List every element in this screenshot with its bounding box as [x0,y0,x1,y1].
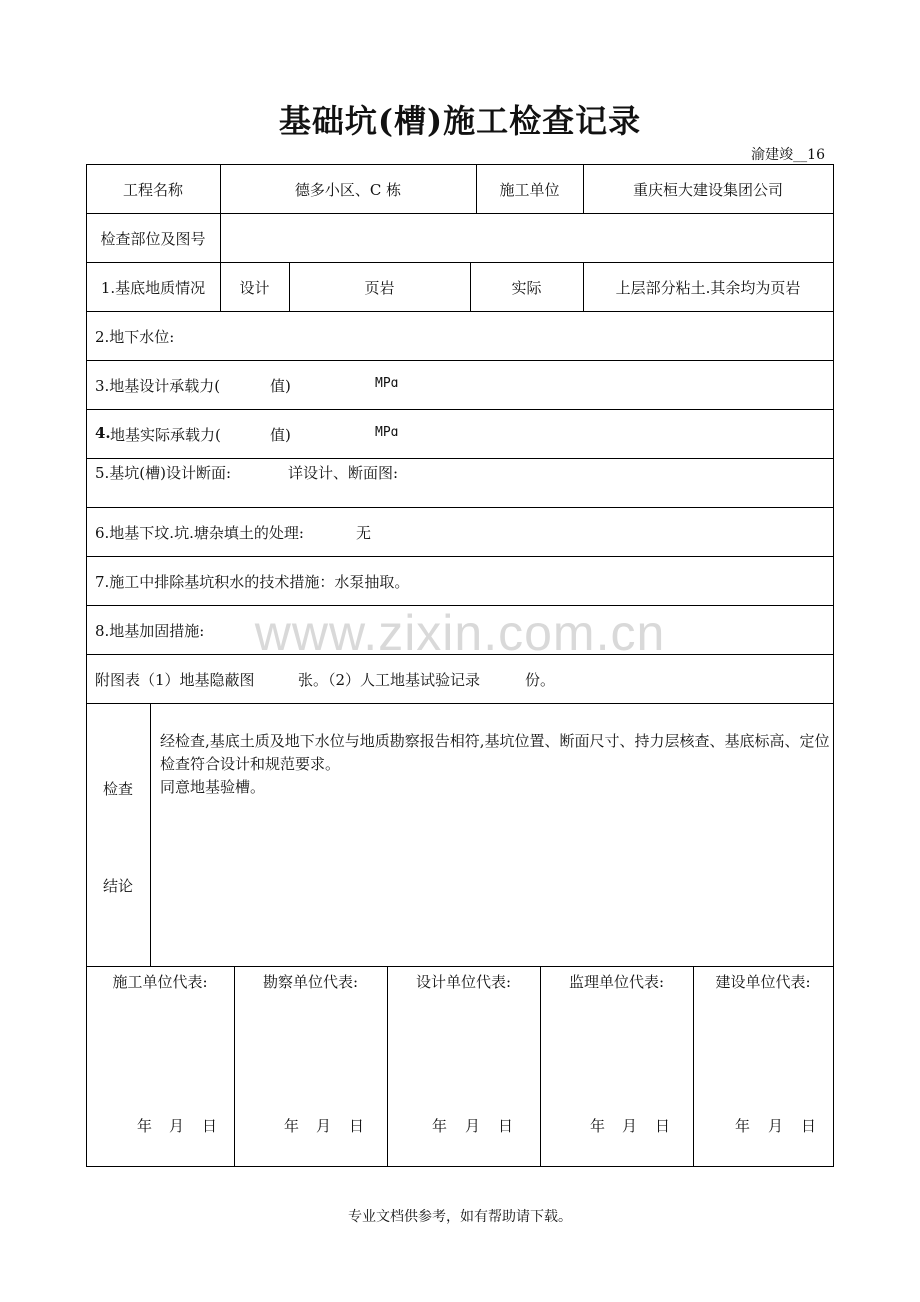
design-bearing-capacity-value-label: 值) [270,377,291,395]
table-rule [86,311,834,312]
table-border-left [86,164,87,1167]
construction-unit-label: 施工单位 [499,181,560,199]
signature-month: 月 [768,1117,784,1135]
signature-role: 施工单位代表: [112,973,208,991]
groundwater-level-label: 2.地下水位: [95,328,175,346]
reinforcement-measures-label: 8.地基加固措施: [95,622,205,640]
table-rule [86,213,834,214]
actual-bearing-capacity-value-label: 值) [270,426,291,444]
page-footer: 专业文档供参考，如有帮助请下载。 [348,1209,572,1225]
signature-month: 月 [316,1117,332,1135]
signature-day: 日 [349,1117,365,1135]
table-divider [693,966,694,1166]
table-divider [234,966,235,1166]
actual-value: 上层部分粘土.其余均为页岩 [615,279,801,297]
table-rule [86,262,834,263]
fill-treatment-label: 6.地基下坟.坑.塘杂填土的处理: [95,524,304,542]
actual-bearing-capacity-unit: MPɑ [375,425,399,440]
signature-year: 年 [137,1117,153,1135]
table-rule [86,507,834,508]
signature-year: 年 [735,1117,751,1135]
watermark-text: www.zixin.com.cn [254,605,666,661]
signature-role: 监理单位代表: [568,973,665,991]
signature-role: 勘察单位代表: [262,973,359,991]
design-label: 设计 [239,279,270,297]
signature-day: 日 [801,1117,817,1135]
design-bearing-capacity-label: 3.地基设计承载力( [95,377,221,395]
signature-day: 日 [655,1117,671,1135]
actual-label: 实际 [511,279,542,297]
drainage-measures-text: 7.施工中排除基坑积水的技术措施：水泵抽取。 [95,573,410,591]
table-rule [86,966,834,967]
table-border-right [833,164,834,1167]
signature-month: 月 [465,1117,481,1135]
attachments-part1: 附图表（1）地基隐蔽图 [95,671,255,689]
attachments-part2: 张。（2）人工地基试验记录 [298,671,481,689]
conclusion-text-line1: 经检查,基底土质及地下水位与地质勘察报告相符,基坑位置、断面尺寸、持力层核查、基底标高、定位检查符合设计和规范要求。 [160,732,830,773]
document-number: 渝建竣__16 [751,147,825,163]
table-rule [86,556,834,557]
table-divider [387,966,388,1166]
conclusion-text-line2: 同意地基验槽。 [160,778,266,796]
table-rule [86,360,834,361]
table-divider [540,966,541,1166]
signature-year: 年 [590,1117,606,1135]
conclusion-label-top: 检查 [102,780,133,798]
attachments-part3: 份。 [525,671,556,689]
signature-year: 年 [432,1117,448,1135]
signature-role: 设计单位代表: [415,973,512,991]
actual-bearing-capacity-label: 地基实际承载力( [110,426,221,444]
project-name-value: 德多小区、C 栋 [294,181,402,199]
actual-bearing-capacity-number: 4. [95,424,111,442]
page-title: 基础坑(槽)施工检查记录 [278,102,642,140]
table-rule [86,605,834,606]
table-rule [86,164,834,165]
table-rule [86,1166,834,1167]
table-divider [150,703,151,966]
pit-design-section-label: 5.基坑(槽)设计断面: [95,464,232,482]
conclusion-text [160,730,832,799]
table-rule [86,458,834,459]
signature-day: 日 [202,1117,218,1135]
signature-day: 日 [498,1117,514,1135]
signature-year: 年 [284,1117,300,1135]
signature-role: 建设单位代表: [715,973,811,991]
inspection-location-label: 检查部位及图号 [100,230,206,248]
project-name-label: 工程名称 [122,181,183,199]
table-rule [86,703,834,704]
design-value: 页岩 [364,279,395,297]
pit-design-section-value: 详设计、断面图: [288,464,399,482]
geology-label: 1.基底地质情况 [100,279,206,297]
construction-unit-value: 重庆桓大建设集团公司 [632,181,783,199]
design-bearing-capacity-unit: MPɑ [375,376,399,391]
signature-month: 月 [169,1117,185,1135]
conclusion-label-bottom: 结论 [102,877,133,895]
table-rule [86,409,834,410]
signature-month: 月 [622,1117,638,1135]
fill-treatment-value: 无 [356,524,372,542]
table-rule [86,654,834,655]
